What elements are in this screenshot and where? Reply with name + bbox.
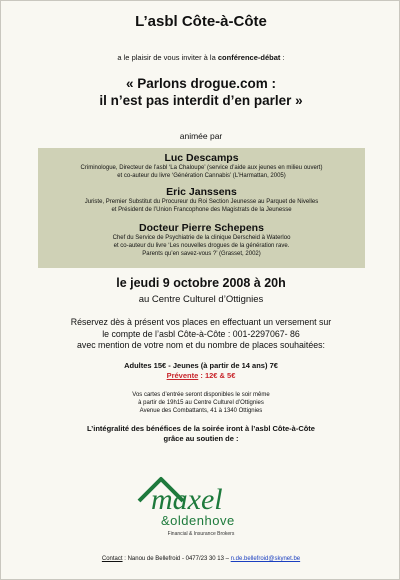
reserve-line-2: le compte de l’asbl Côte-à-Côte : 001-2297067- 86 xyxy=(102,328,300,339)
speaker-3 xyxy=(38,222,365,258)
benefits-line-1: L’intégralité des bénéfices de la soirée iront à l’asbl Côte-à-Côte xyxy=(87,424,315,433)
speaker-desc-line: Juriste, Premier Substitut du Procureur du Roi Section Jeunesse au Parquet de Nivelles xyxy=(84,199,319,205)
speaker-1 xyxy=(38,152,365,180)
reserve-line-3: avec mention de votre nom et du nombre de places souhaitées: xyxy=(77,340,325,350)
headline-line-1: « Parlons drogue.com : xyxy=(125,76,277,91)
speaker-desc-line: Chef du Service de Psychiatrie de la clinique Derscheid à Waterloo xyxy=(112,235,291,241)
invitation-line xyxy=(1,53,400,62)
benefits-notice xyxy=(1,424,400,444)
invite-suffix: : xyxy=(282,53,285,62)
contact-label: Contact xyxy=(101,556,123,562)
sponsor-brand-1: maxel xyxy=(151,483,223,516)
speaker-desc-line: et Président de l’Union Francophone des Magistrats de la Jeunesse xyxy=(111,207,292,213)
sponsor-tagline: Financial & Insurance Brokers xyxy=(167,531,235,537)
speaker-2 xyxy=(38,186,365,214)
reserve-line-1: Réservez dès à présent vos places en effectuant un versement sur xyxy=(70,317,332,327)
cards-line-1: Vos cartes d’entrée seront disponibles le soir même xyxy=(132,392,270,398)
hosted-by-label: animée par xyxy=(179,131,223,141)
sponsor-logo-graphic xyxy=(121,457,281,537)
cards-line-2: à partir de 19h15 au Centre Culturel d’Ottignies xyxy=(138,400,264,406)
sponsor-logo xyxy=(121,457,281,537)
speaker-desc-line: Criminologue, Directeur de l’asbl ‘La Chaloupe’ (service d’aide aux jeunes en milieu ouvert) xyxy=(80,165,323,171)
event-type: conférence-débat xyxy=(217,53,281,62)
event-date: le jeudi 9 octobre 2008 à 20h xyxy=(116,276,286,290)
ticket-pickup-info xyxy=(1,391,400,415)
regular-prices: Adultes 15€ - Jeunes (à partir de 14 ans) 7€ xyxy=(124,361,278,370)
cards-line-3: Avenue des Combattants, 41 à 1340 Ottignies xyxy=(139,408,263,414)
conference-headline xyxy=(1,75,400,109)
benefits-line-2: grâce au soutien de : xyxy=(163,434,239,443)
contact-text: : Nanou de Bellefroid - 0477/23 30 13 – xyxy=(124,556,229,562)
sponsor-brand-2: &oldenhove xyxy=(161,513,235,528)
contact-email-link[interactable]: n.de.bellefroid@skynet.be xyxy=(230,556,301,562)
organization-title: L’asbl Côte-à-Côte xyxy=(135,13,267,30)
speakers-panel xyxy=(38,148,365,268)
headline-line-2: il n’est pas interdit d’en parler » xyxy=(99,93,303,108)
speaker-desc-line: et co-auteur du livre ‘Les nouvelles drogues de la génération rave. xyxy=(113,243,290,249)
speaker-desc-line: et co-auteur du livre ‘Génération Cannabis’ (L’Harmattan, 2005) xyxy=(117,173,286,179)
speaker-name: Eric Janssens xyxy=(166,186,237,198)
speaker-name: Luc Descamps xyxy=(164,152,239,164)
speaker-name: Docteur Pierre Schepens xyxy=(139,222,264,234)
presale-prices xyxy=(1,371,400,381)
speaker-desc-line: Parents qu’en savez-vous ?’ (Grasset, 2002) xyxy=(142,251,261,257)
presale-label: Prévente xyxy=(166,371,199,380)
reservation-instructions xyxy=(1,317,400,352)
invite-prefix: a le plaisir de vous inviter à la xyxy=(117,53,216,62)
event-venue: au Centre Culturel d’Ottignies xyxy=(138,294,264,305)
price-info xyxy=(1,361,400,381)
contact-info xyxy=(1,556,400,562)
presale-value: : 12€ & 5€ xyxy=(200,371,236,380)
